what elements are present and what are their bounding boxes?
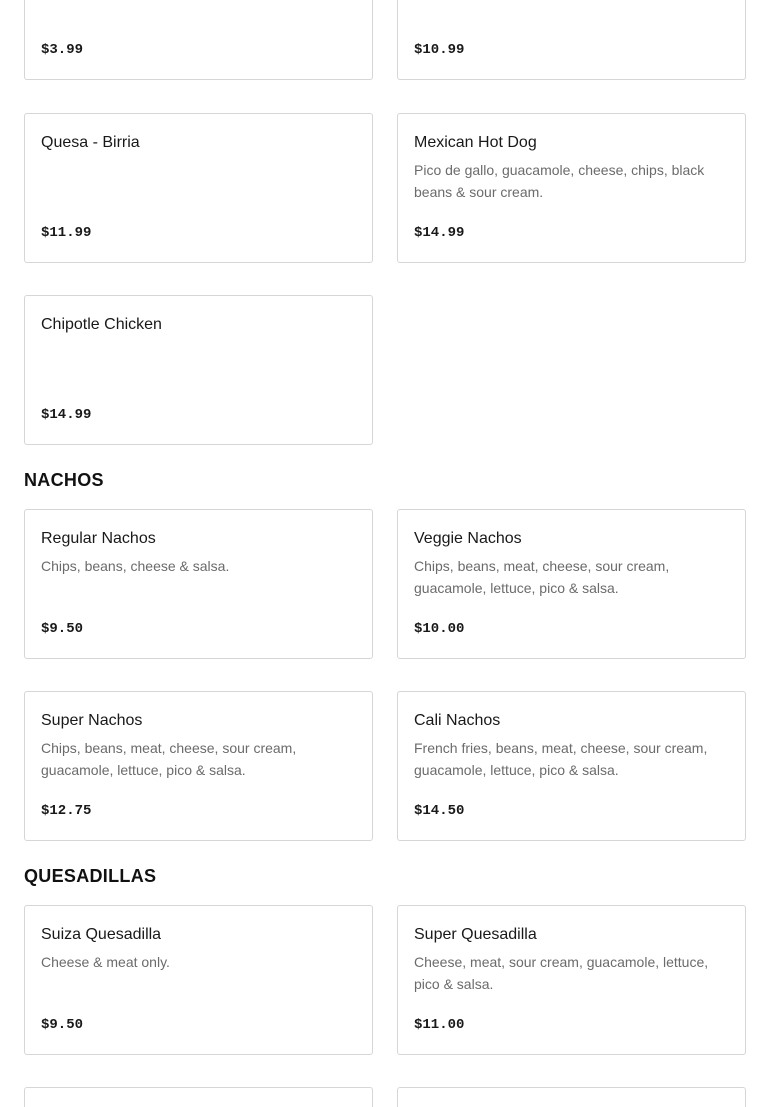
item-description: Chips, beans, meat, cheese, sour cream, guacamole, lettuce, pico & salsa. (414, 558, 670, 596)
menu-item-card[interactable] (397, 1087, 746, 1107)
item-price: $3.99 (41, 42, 84, 58)
menu-item-card-super-quesadilla[interactable] (397, 905, 746, 1055)
item-name: Super Quesadilla (414, 926, 537, 943)
item-name: Suiza Quesadilla (41, 926, 162, 943)
item-price: $10.00 (414, 621, 465, 637)
item-price: $9.50 (41, 621, 84, 637)
item-price: $11.99 (41, 225, 92, 241)
menu-item-card[interactable] (24, 0, 373, 80)
item-price: $14.99 (41, 407, 92, 423)
item-price: $14.50 (414, 803, 465, 819)
menu-item-card[interactable] (24, 1087, 373, 1107)
item-name: Super Nachos (41, 712, 143, 729)
item-description: French fries, beans, meat, cheese, sour cream, guacamole, lettuce, pico & salsa. (414, 740, 708, 778)
item-description: Pico de gallo, guacamole, cheese, chips, black beans & sour cream. (414, 162, 705, 200)
menu-item-card-regular-nachos[interactable] (24, 509, 373, 659)
menu-item-card-suiza-quesadilla[interactable] (24, 905, 373, 1055)
item-price: $9.50 (41, 1017, 84, 1033)
item-description: Cheese & meat only. (41, 954, 170, 970)
menu-item-card-chipotle-chicken[interactable] (24, 295, 373, 445)
item-price: $10.99 (414, 42, 465, 58)
menu-item-card-quesa-birria[interactable] (24, 113, 373, 263)
item-name: Veggie Nachos (414, 530, 522, 547)
section-title-nachos: NACHOS (24, 470, 104, 490)
item-price: $11.00 (414, 1017, 465, 1033)
menu-item-card-super-nachos[interactable] (24, 691, 373, 841)
item-name: Regular Nachos (41, 530, 156, 547)
section-title-quesadillas: QUESADILLAS (24, 866, 157, 886)
menu-item-card-veggie-nachos[interactable] (397, 509, 746, 659)
item-description: Chips, beans, meat, cheese, sour cream, guacamole, lettuce, pico & salsa. (41, 740, 297, 778)
menu-item-card-cali-nachos[interactable] (397, 691, 746, 841)
item-name: Quesa - Birria (41, 134, 140, 151)
item-name: Chipotle Chicken (41, 316, 162, 333)
menu-item-card[interactable] (397, 0, 746, 80)
item-name: Cali Nachos (414, 712, 501, 729)
item-description: Cheese, meat, sour cream, guacamole, lettuce, pico & salsa. (414, 954, 709, 992)
item-price: $14.99 (414, 225, 465, 241)
menu-item-card-mexican-hot-dog[interactable] (397, 113, 746, 263)
item-price: $12.75 (41, 803, 92, 819)
item-name: Mexican Hot Dog (414, 134, 537, 151)
item-description: Chips, beans, cheese & salsa. (41, 558, 230, 574)
